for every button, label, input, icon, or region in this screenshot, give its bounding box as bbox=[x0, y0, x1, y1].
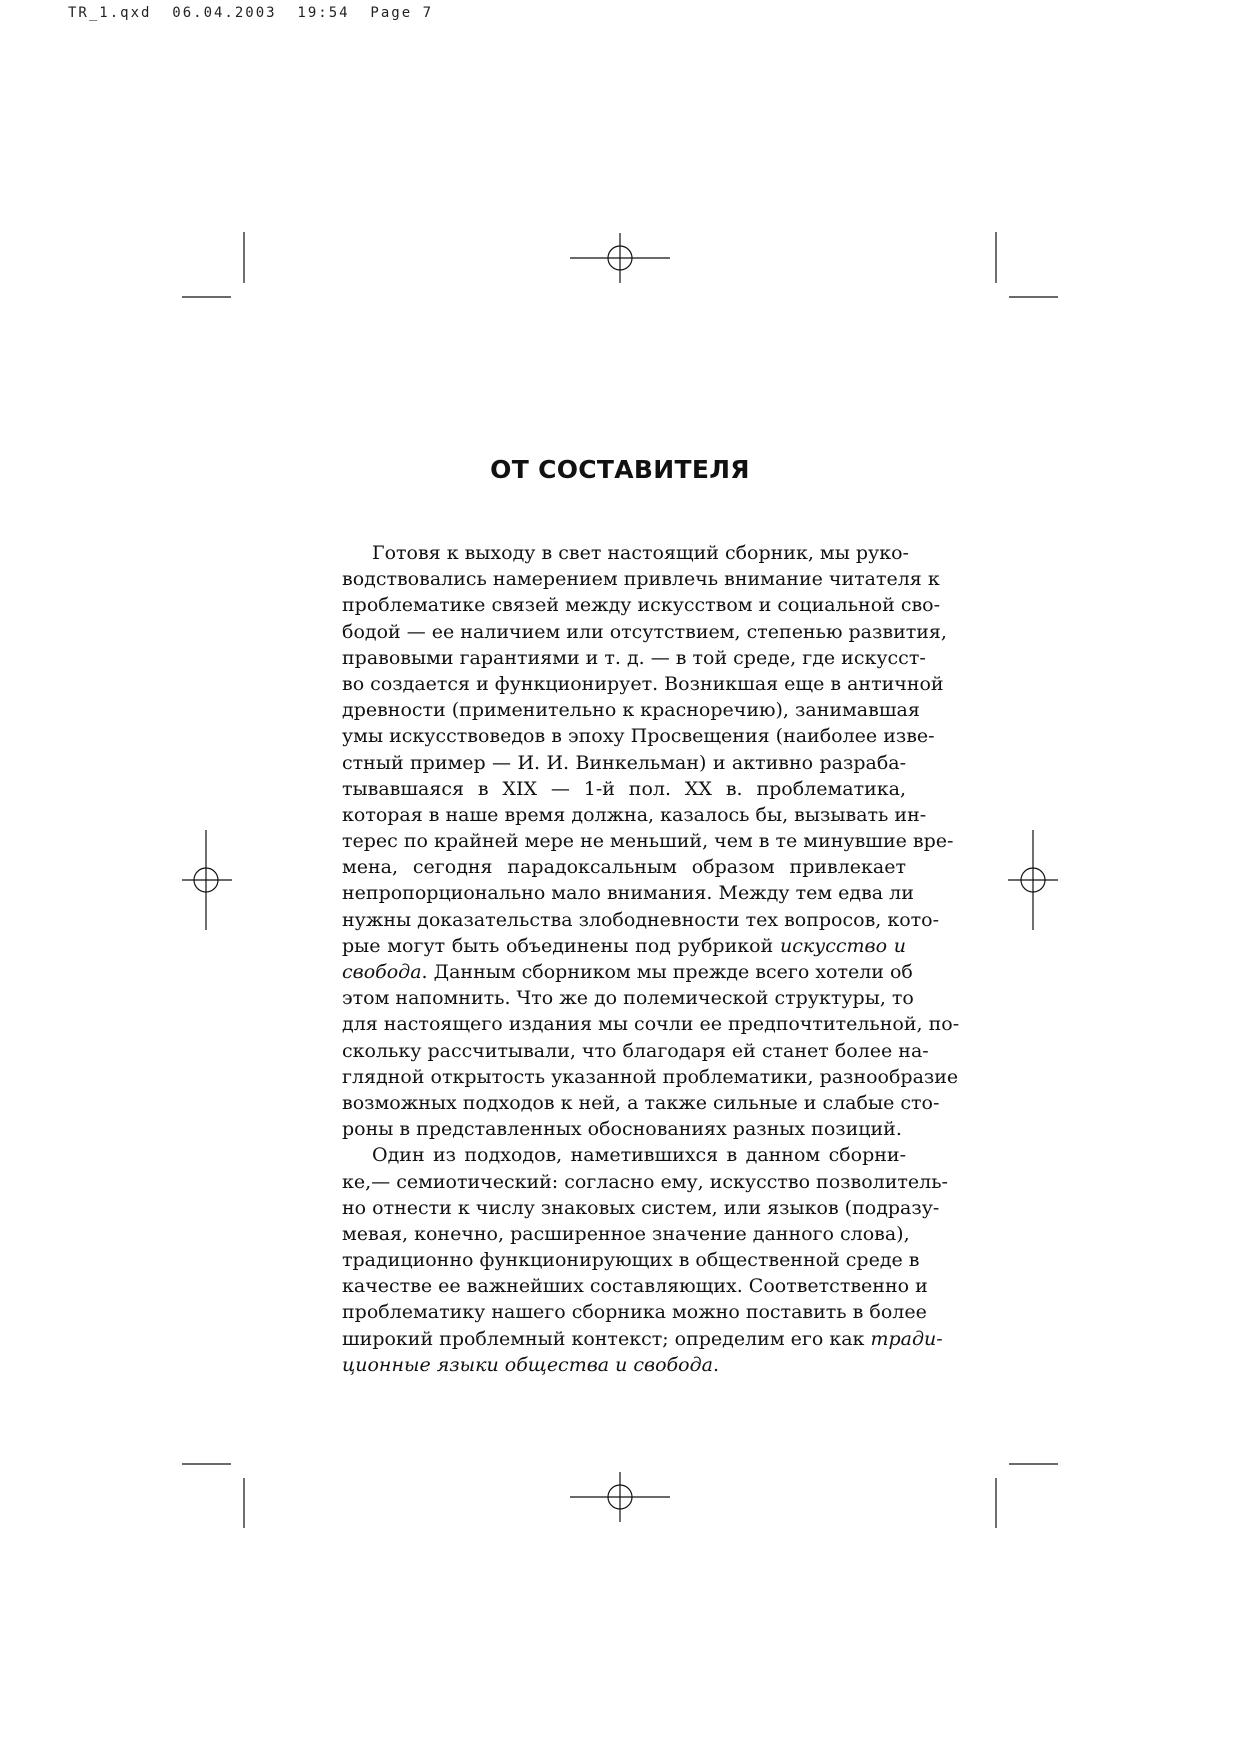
text-line: непропорционально мало внимания. Между тем едва ли bbox=[342, 882, 914, 905]
text-line: традиционно функционирующих в общественной среде в bbox=[342, 1249, 920, 1272]
body-text bbox=[342, 540, 960, 1378]
text-line: возможных подходов к ней, а также сильные и слабые сто- bbox=[342, 1091, 940, 1114]
text-line: широкий проблемный контекст; определим его как тради- bbox=[342, 1327, 943, 1350]
text-line: скольку рассчитывали, что благодаря ей станет более на- bbox=[342, 1039, 929, 1062]
text-line: терес по крайней мере не меньший, чем в те минувшие вре- bbox=[342, 830, 954, 853]
text-line: рые могут быть объединены под рубрикой искусство и bbox=[342, 934, 906, 957]
registration-target-right bbox=[1008, 830, 1058, 930]
italic-phrase: ционные языки общества и свобода bbox=[342, 1353, 713, 1376]
text-line: древности (применительно к красноречию), занимавшая bbox=[342, 699, 920, 722]
text-line: проблематику нашего сборника можно поставить в более bbox=[342, 1301, 927, 1324]
text-line: мена, сегодня парадоксальным образом привлекает bbox=[342, 856, 906, 879]
registration-target-left bbox=[182, 830, 232, 930]
registration-target-top bbox=[570, 233, 670, 283]
text-line: правовыми гарантиями и т. д. — в той среде, где искусст- bbox=[342, 646, 926, 669]
registration-target-bottom bbox=[570, 1472, 670, 1522]
italic-phrase: тради- bbox=[870, 1327, 943, 1350]
text-line: свобода. Данным сборником мы прежде всего хотели об bbox=[342, 961, 913, 983]
text-line: этом напомнить. Что же до полемической структуры, то bbox=[342, 987, 914, 1010]
text-line: ке,— семиотический: согласно ему, искусство позволитель- bbox=[342, 1170, 948, 1193]
italic-phrase: свобода bbox=[342, 961, 422, 983]
text-line: качестве ее важнейших составляющих. Соответственно и bbox=[342, 1275, 928, 1298]
text-line: во создается и функционирует. Возникшая еще в античной bbox=[342, 672, 944, 695]
text-line: для настоящего издания мы сочли ее предпочтительной, по- bbox=[342, 1013, 960, 1036]
paragraph bbox=[342, 1142, 948, 1378]
text-line: мевая, конечно, расширенное значение данного слова), bbox=[342, 1222, 910, 1245]
text-line: проблематике связей между искусством и социальной сво- bbox=[342, 594, 941, 617]
text-line: нужны доказательства злободневности тех вопросов, кото- bbox=[342, 908, 940, 931]
text-line: умы искусствоведов в эпоху Просвещения (наиболее изве- bbox=[342, 725, 935, 748]
text-line: стный пример — И. И. Винкельман) и активно разраба- bbox=[342, 751, 906, 774]
text-line: глядной открытость указанной проблематики, разнообразие bbox=[342, 1065, 959, 1088]
text-line: ционные языки общества и свобода. bbox=[342, 1353, 720, 1376]
text-line: бодой — ее наличием или отсутствием, степенью развития, bbox=[342, 620, 947, 643]
file-slug: TR_1.qxd 06.04.2003 19:54 Page 7 bbox=[68, 5, 434, 21]
text-line: тывавшаяся в XIX — 1-й пол. XX в. проблематика, bbox=[342, 777, 906, 800]
text-line: Один из подходов, наметившихся в данном сборни- bbox=[372, 1144, 906, 1167]
paragraph bbox=[342, 540, 960, 1142]
text-line: водствовались намерением привлечь внимание читателя к bbox=[342, 568, 940, 591]
text-line: роны в представленных обоснованиях разных позиций. bbox=[342, 1118, 902, 1141]
text-line: Готовя к выходу в свет настоящий сборник, мы руко- bbox=[372, 542, 909, 564]
text-line: которая в наше время должна, казалось бы, вызывать ин- bbox=[342, 803, 927, 826]
page-title: ОТ СОСТАВИТЕЛЯ bbox=[490, 455, 750, 484]
text-line: но отнести к числу знаковых систем, или языков (подразу- bbox=[342, 1196, 940, 1219]
italic-phrase: искусство и bbox=[779, 934, 906, 957]
